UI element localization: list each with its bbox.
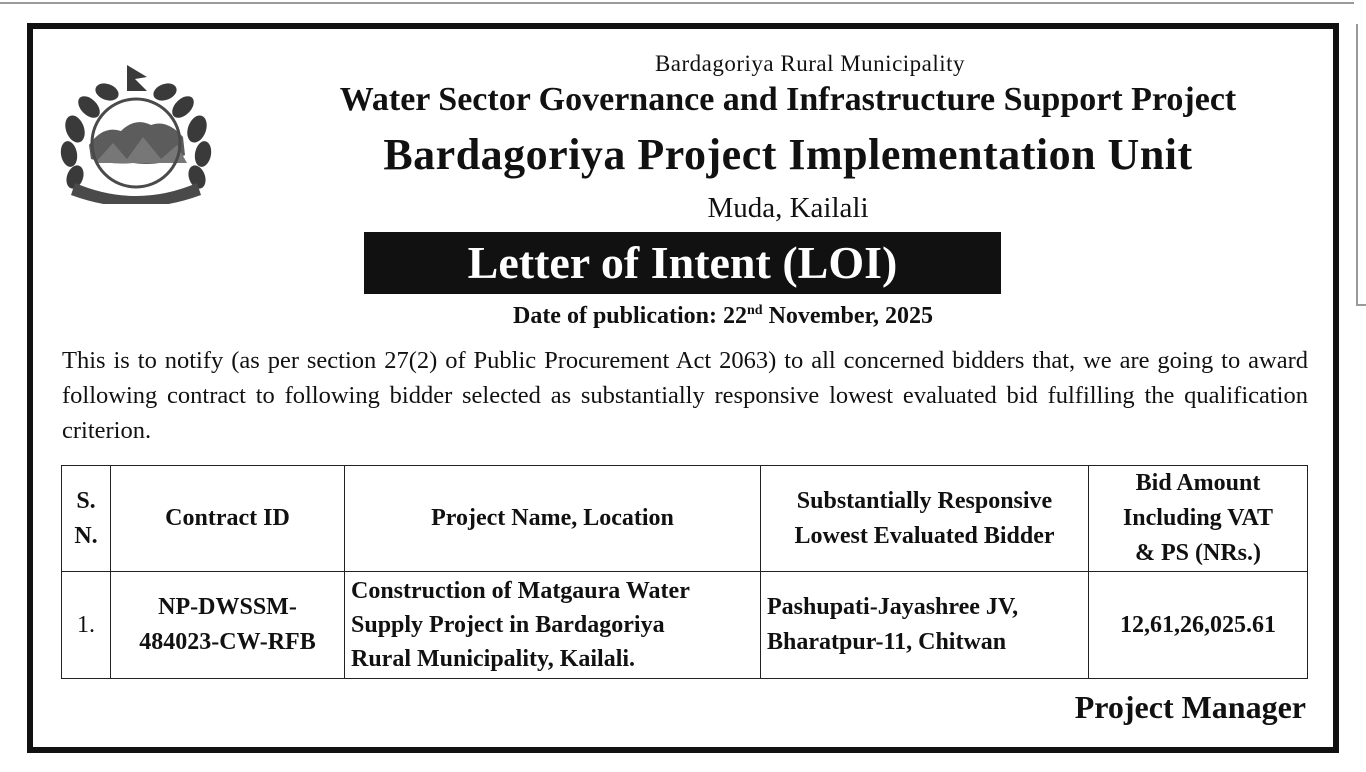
loi-banner	[364, 232, 1001, 294]
header-bidder	[761, 466, 1089, 572]
row-bidder-line2: Bharatpur-11, Chitwan	[767, 629, 1007, 655]
row-contract-id	[111, 572, 345, 679]
header-amount-line1: Bid Amount	[1135, 470, 1261, 496]
project-title: Water Sector Governance and Infrastructure Support Project	[339, 81, 1237, 118]
table-header-row	[62, 466, 1308, 572]
row-bid-amount: 12,61,26,025.61	[1089, 572, 1308, 679]
row-project-name	[345, 572, 761, 679]
row-contract-id-line1: NP-DWSSM-	[158, 594, 297, 620]
publication-date-rest: November, 2025	[762, 303, 933, 329]
header-bidder-line1: Substantially Responsive	[796, 487, 1053, 514]
page-top-rule	[0, 2, 1354, 4]
header-sn	[62, 466, 111, 572]
header-amount-line2: Including VAT	[1122, 505, 1274, 531]
row-contract-id-line2: 484023-CW-RFB	[139, 629, 316, 655]
publication-date-suffix: nd	[746, 303, 763, 318]
office-location: Muda, Kailali	[707, 192, 869, 224]
header-contract-id: Contract ID	[111, 466, 345, 572]
publication-date	[33, 303, 1333, 330]
table-row	[62, 572, 1308, 679]
page-side-tick	[1356, 304, 1366, 306]
row-bidder-line1: Pashupati-Jayashree JV,	[767, 594, 1019, 620]
award-table	[61, 465, 1308, 679]
publication-date-label: Date of publication: 22	[512, 303, 747, 329]
header-project-name: Project Name, Location	[345, 466, 761, 572]
row-bidder	[761, 572, 1089, 679]
row-project-line2: Supply Project in Bardagoriya	[351, 612, 665, 638]
row-sn: 1.	[62, 572, 111, 679]
notice-paragraph: This is to notify (as per section 27(2) of Public Procurement Act 2063) to all concerned bidders that, we are going to award following contract to following bidder selected as substantially responsive lowest evaluated bid fulfilling the qualification criterion.	[62, 347, 1308, 444]
header-amount-line3: & PS (NRs.)	[1135, 540, 1261, 566]
page-side-rule	[1356, 24, 1358, 306]
header-bidder-line2: Lowest Evaluated Bidder	[794, 522, 1055, 549]
row-project-line3: Rural Municipality, Kailali.	[351, 646, 636, 672]
municipality-name: Bardagoriya Rural Municipality	[654, 51, 966, 76]
signature-project-manager: Project Manager	[1074, 689, 1306, 725]
header-sn-line1: S.	[76, 487, 96, 514]
loi-title: Letter of Intent (LOI)	[467, 237, 898, 288]
row-project-line1: Construction of Matgaura Water	[351, 578, 690, 604]
unit-title: Bardagoriya Project Implementation Unit	[383, 130, 1193, 179]
header-bid-amount	[1089, 466, 1308, 572]
header-sn-line2: N.	[74, 522, 98, 549]
notice-frame	[27, 23, 1339, 753]
